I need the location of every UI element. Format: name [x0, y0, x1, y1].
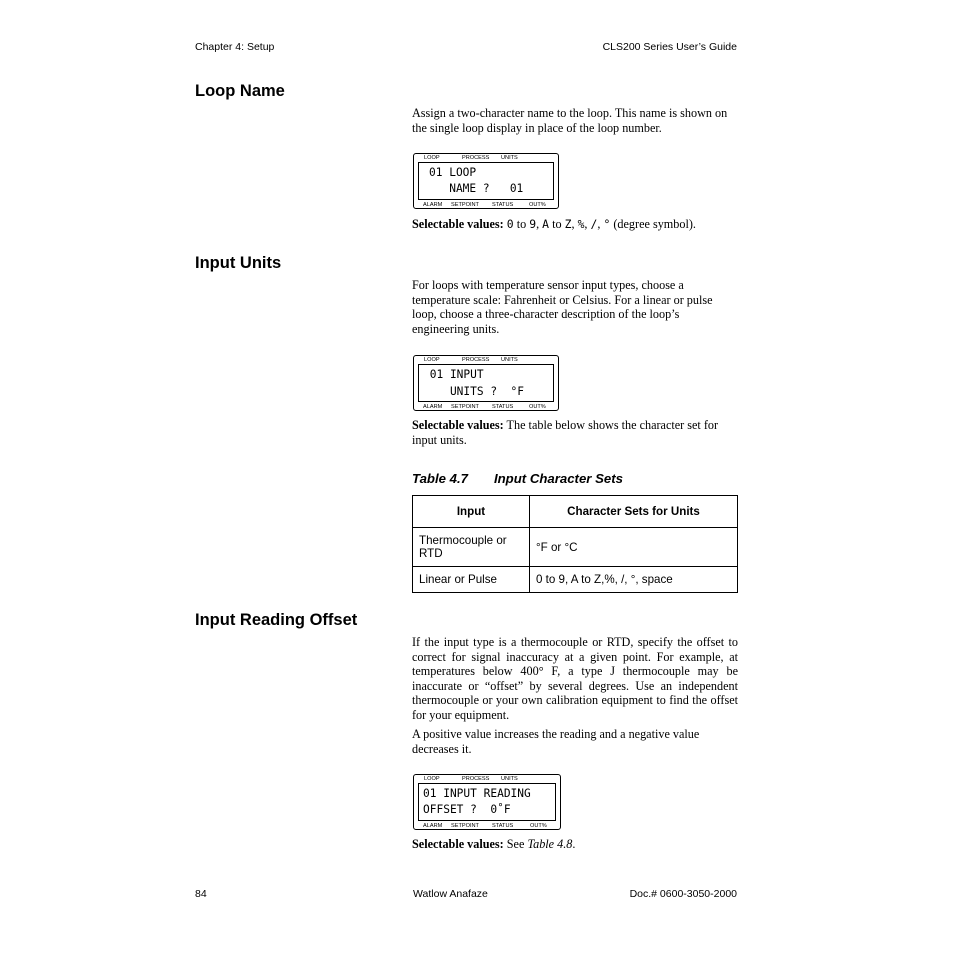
table-cell: 0 to 9, A to Z,%, /, °, space	[530, 567, 738, 593]
lcd-label-status: STATUS	[492, 823, 514, 829]
table-cell: °F or °C	[530, 528, 738, 567]
footer-company: Watlow Anafaze	[413, 888, 488, 900]
value-text: ,	[571, 217, 578, 231]
table-header-cell: Input	[413, 496, 530, 528]
lcd-screen	[418, 783, 556, 821]
lcd-line-1: 01 INPUT	[423, 368, 484, 381]
table-cell: Thermocouple or RTD	[413, 528, 530, 567]
value-percent: %	[577, 217, 585, 231]
table-caption-title: Input Character Sets	[493, 471, 623, 486]
lcd-label-loop: LOOP	[424, 155, 440, 161]
value-zero: 0	[506, 217, 514, 231]
value-nine: 9	[529, 217, 537, 231]
lcd-screen	[418, 162, 554, 200]
table-caption-number: Table 4.7	[412, 471, 468, 486]
lcd-label-loop: LOOP	[424, 776, 440, 782]
lcd-label-alarm: ALARM	[423, 823, 443, 829]
lcd-display-input-units	[413, 355, 559, 411]
lcd-label-alarm: ALARM	[423, 404, 443, 410]
lcd-label-setpoint: SETPOINT	[451, 404, 479, 410]
selectable-values-text: .	[572, 837, 576, 851]
lcd-line-2: OFFSET ? 0˚F	[423, 803, 511, 816]
table-header-cell: Character Sets for Units	[530, 496, 738, 528]
table-header-row	[413, 496, 738, 528]
lcd-label-units: UNITS	[501, 776, 518, 782]
value-text: ,	[584, 217, 591, 231]
table-reference-link[interactable]: Table 4.8	[527, 837, 573, 851]
value-text: ,	[597, 217, 604, 231]
page-number: 84	[195, 888, 207, 900]
running-header-chapter: Chapter 4: Setup	[195, 41, 275, 53]
lcd-line-1: 01 LOOP	[429, 166, 477, 179]
selectable-values-label: Selectable values:	[412, 418, 504, 432]
table-caption	[412, 471, 623, 486]
loop-name-selectable-values	[412, 217, 738, 232]
lcd-label-units: UNITS	[501, 155, 518, 161]
table-cell: Linear or Pulse	[413, 567, 530, 593]
input-offset-selectable-values	[412, 837, 738, 852]
section-heading-loop-name: Loop Name	[195, 82, 285, 100]
input-offset-paragraph-2: A positive value increases the reading and a negative value decreases it.	[412, 727, 700, 756]
lcd-label-loop: LOOP	[424, 357, 440, 363]
footer-doc-number: Doc.# 0600-3050-2000	[629, 888, 737, 900]
selectable-values-text: See	[503, 837, 528, 851]
input-units-paragraph: For loops with temperature sensor input types, choose a temperature scale: Fahrenheit or Celsius. For a linear or pulse loop, choose a three-character description of the loop’s engineering units.	[412, 278, 713, 336]
input-units-selectable-values	[412, 418, 738, 447]
lcd-label-out: OUT%	[529, 404, 546, 410]
lcd-label-process: PROCESS	[462, 776, 490, 782]
input-offset-paragraph-1: If the input type is a thermocouple or RTD, specify the offset to correct for signal inaccuracy at a given point. For example, at temperatures below 400° F, a type J thermocouple may be inaccurate or “offset” by several degrees. Use an independent thermocouple or your own calibration equipment to find the offset for your equipment.	[412, 635, 738, 722]
lcd-label-alarm: ALARM	[423, 202, 443, 208]
section-heading-input-reading-offset: Input Reading Offset	[195, 611, 358, 629]
value-a: A	[542, 217, 550, 231]
lcd-label-out: OUT%	[529, 202, 546, 208]
value-text: to	[549, 217, 565, 231]
value-slash: /	[590, 217, 598, 231]
lcd-line-2: UNITS ? °F	[423, 385, 525, 398]
table-row	[413, 567, 738, 593]
value-degree: °	[603, 217, 611, 231]
lcd-label-setpoint: SETPOINT	[451, 823, 479, 829]
selectable-values-text: The table below shows the character set for input units.	[412, 418, 719, 447]
loop-name-paragraph: Assign a two-character name to the loop. This name is shown on the single loop display in place of the loop number.	[412, 106, 728, 135]
value-z: Z	[564, 217, 572, 231]
value-text: (degree symbol).	[610, 217, 696, 231]
lcd-label-process: PROCESS	[462, 357, 490, 363]
lcd-label-status: STATUS	[492, 202, 514, 208]
lcd-screen	[418, 364, 554, 402]
lcd-label-setpoint: SETPOINT	[451, 202, 479, 208]
lcd-line-2: NAME ? 01	[429, 182, 524, 195]
lcd-line-1: 01 INPUT READING	[423, 787, 531, 800]
lcd-label-units: UNITS	[501, 357, 518, 363]
lcd-label-out: OUT%	[530, 823, 547, 829]
section-heading-input-units: Input Units	[195, 254, 282, 272]
selectable-values-label: Selectable values:	[412, 837, 504, 851]
input-character-sets-table	[412, 495, 738, 593]
running-header-title: CLS200 Series User’s Guide	[602, 41, 737, 53]
lcd-label-status: STATUS	[492, 404, 514, 410]
selectable-values-label: Selectable values:	[412, 217, 504, 231]
lcd-label-process: PROCESS	[462, 155, 490, 161]
lcd-display-input-offset	[413, 774, 561, 830]
lcd-display-loop-name	[413, 153, 559, 209]
value-text: to	[513, 217, 530, 231]
value-text: ,	[536, 217, 543, 231]
table-row	[413, 528, 738, 567]
